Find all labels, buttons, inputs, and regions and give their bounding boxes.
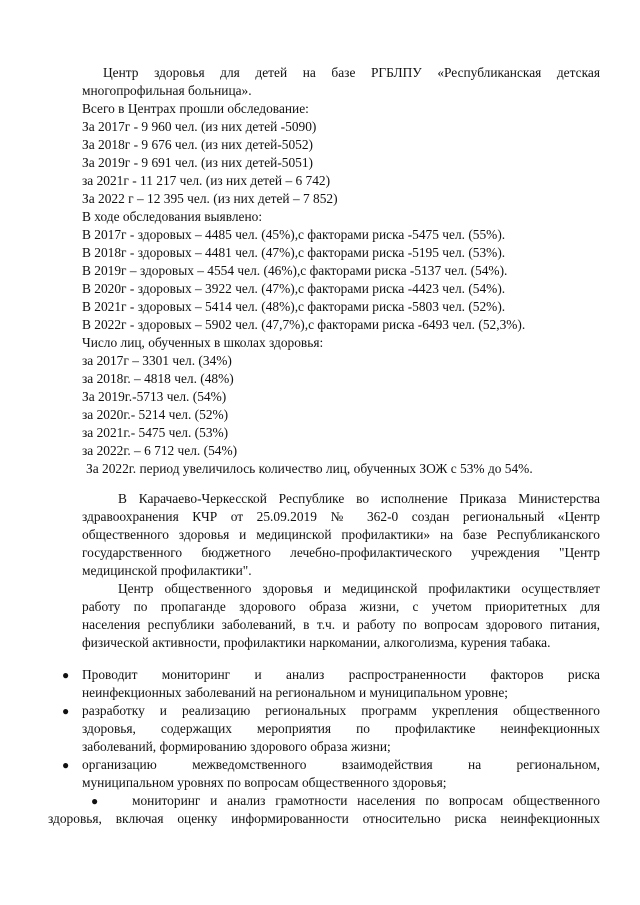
paragraph-line: Центр общественного здоровья и медицинской профилактики осуществляет xyxy=(118,581,600,596)
bullet-line: неинфекционных заболеваний на региональном и муниципальном уровне; xyxy=(82,685,509,700)
paragraph-line: В Карачаево-Черкесской Республике во исполнение Приказа Министерства xyxy=(118,491,600,506)
stat-line: В 2021г - здоровых – 5414 чел. (48%),с факторами риска -5803 чел. (52%). xyxy=(82,299,506,314)
bullet-icon: ● xyxy=(62,704,70,718)
paragraph-line: общественного здоровья и медицинской профилактики» на базе Республиканского xyxy=(82,527,600,542)
bullet-line: здоровья, включая оценку информированности относительно риска неинфекционных xyxy=(48,811,600,826)
bullet-line: муниципальном уровнях по вопросам общественного здоровья; xyxy=(82,775,447,790)
section-heading: Всего в Центрах прошли обследование: xyxy=(82,101,309,116)
bullet-line: организацию межведомственного взаимодействия на региональном, xyxy=(82,757,600,772)
stat-line: за 2022г. – 6 712 чел. (54%) xyxy=(82,443,238,458)
section-heading: Число лиц, обученных в школах здоровья: xyxy=(82,335,324,350)
stat-line: В 2017г - здоровых – 4485 чел. (45%),с факторами риска -5475 чел. (55%). xyxy=(82,227,506,242)
bullet-line: здоровья, содержащих мероприятия по профилактике неинфекционных xyxy=(82,721,600,736)
stat-line: за 2018г. – 4818 чел. (48%) xyxy=(82,371,234,386)
bullet-icon: ● xyxy=(91,794,99,808)
paragraph-line: работу по пропаганде здорового образа жизни, с учетом приоритетных для xyxy=(82,599,600,614)
summary-line: За 2022г. период увеличилось количество лиц, обученных ЗОЖ с 53% до 54%. xyxy=(86,461,533,476)
bullet-line: разработку и реализацию региональных программ укрепления общественного xyxy=(82,703,600,718)
stat-line: В 2020г - здоровых – 3922 чел. (47%),с факторами риска -4423 чел. (54%). xyxy=(82,281,506,296)
stat-line: за 2021г.- 5475 чел. (53%) xyxy=(82,425,229,440)
stat-line: За 2019г.-5713 чел. (54%) xyxy=(82,389,227,404)
intro-line: Центр здоровья для детей на базе РГБЛПУ «Республиканская детская xyxy=(103,65,600,80)
stat-line: За 2019г - 9 691 чел. (из них детей-5051) xyxy=(82,155,314,170)
stat-line: За 2018г - 9 676 чел. (из них детей-5052) xyxy=(82,137,314,152)
bullet-line: заболеваний, формированию здорового образа жизни; xyxy=(82,739,391,754)
stat-line: В 2022г - здоровых – 5902 чел. (47,7%),с факторами риска -6493 чел. (52,3%). xyxy=(82,317,526,332)
bullet-icon: ● xyxy=(62,758,70,772)
stat-line: В 2019г – здоровых – 4554 чел. (46%),с факторами риска -5137 чел. (54%). xyxy=(82,263,508,278)
paragraph-line: физической активности, профилактики наркомании, алкоголизма, курения табака. xyxy=(82,635,551,650)
bullet-line: Проводит мониторинг и анализ распространенности факторов риска xyxy=(82,667,600,682)
stat-line: За 2022 г – 12 395 чел. (из них детей – 7 852) xyxy=(82,191,338,206)
section-heading: В ходе обследования выявлено: xyxy=(82,209,263,224)
stat-line: За 2017г - 9 960 чел. (из них детей -5090) xyxy=(82,119,317,134)
bullet-icon: ● xyxy=(62,668,70,682)
paragraph-line: государственного бюджетного лечебно-профилактического учреждения "Центр xyxy=(82,545,600,560)
paragraph-line: населения республики заболеваний, в т.ч. и работу по вопросам здорового питания, xyxy=(82,617,600,632)
intro-line: многопрофильная больница». xyxy=(82,83,252,98)
stat-line: за 2020г.- 5214 чел. (52%) xyxy=(82,407,229,422)
stat-line: за 2021г - 11 217 чел. (из них детей – 6 742) xyxy=(82,173,331,188)
paragraph-line: здравоохранения КЧР от 25.09.2019 № 362-0 создан региональный «Центр xyxy=(82,509,600,524)
bullet-line: мониторинг и анализ грамотности населения по вопросам общественного xyxy=(132,793,600,808)
stat-line: за 2017г – 3301 чел. (34%) xyxy=(82,353,232,368)
stat-line: В 2018г - здоровых – 4481 чел. (47%),с факторами риска -5195 чел. (53%). xyxy=(82,245,506,260)
paragraph-line: медицинской профилактики". xyxy=(82,563,252,578)
